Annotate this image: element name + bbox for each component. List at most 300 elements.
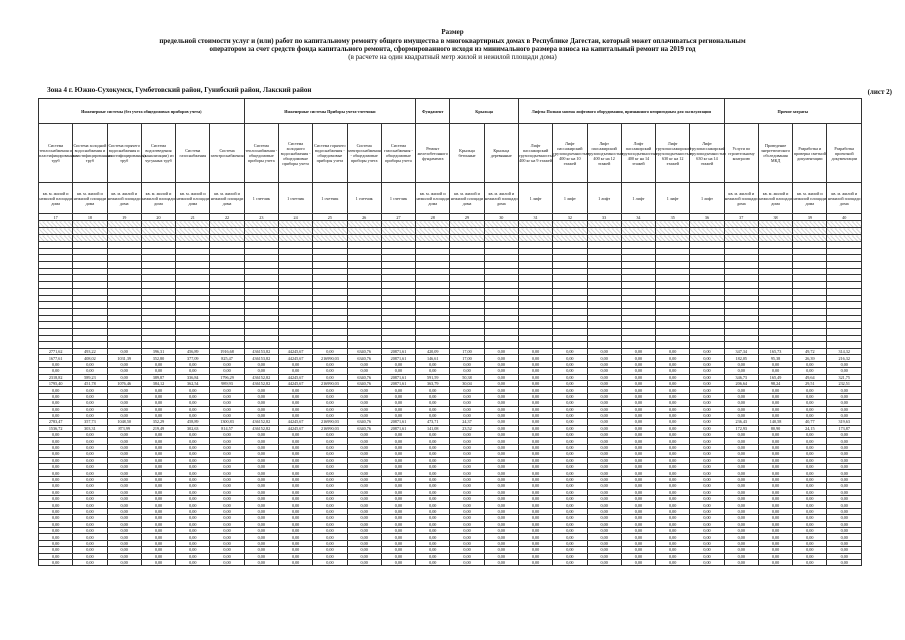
empty-cell [39, 342, 73, 349]
value-cell: 0,00 [690, 349, 724, 355]
value-cell: 0,00 [793, 534, 827, 540]
value-cell: 0,00 [793, 451, 827, 457]
empty-cell [278, 335, 312, 342]
value-cell: 0,00 [621, 438, 655, 444]
value-cell: 0,00 [107, 451, 141, 457]
value-cell: 0,00 [758, 515, 792, 521]
value-cell: 0,00 [484, 432, 518, 438]
empty-cell [278, 242, 312, 249]
value-cell: 0,00 [621, 457, 655, 463]
value-cell: 0,00 [210, 540, 244, 546]
value-cell: 0,00 [827, 400, 862, 406]
value-cell: 232,51 [827, 380, 862, 386]
unit-cell: кв. м. жилой и нежилой площади дома [210, 183, 244, 214]
value-cell: 20871,61 [381, 419, 415, 425]
value-cell: 1300,83 [210, 419, 244, 425]
column-number: 20 [141, 214, 175, 221]
value-cell: 0,00 [244, 534, 278, 540]
value-cell: 0,00 [107, 349, 141, 355]
empty-cell [381, 248, 415, 255]
value-cell: 0,00 [244, 368, 278, 374]
hatched-cell [278, 235, 312, 242]
value-cell: 0,00 [278, 361, 312, 367]
empty-cell [724, 335, 758, 342]
hatched-cell [278, 221, 312, 228]
value-cell: 0,00 [141, 457, 175, 463]
value-cell: 0,00 [347, 489, 381, 495]
group-header-engineering: Инженерные системы (без учета общедомовых приборов учета) [39, 99, 245, 124]
empty-cell [587, 295, 621, 302]
value-cell: 0,00 [107, 540, 141, 546]
value-cell: 0,00 [793, 540, 827, 546]
value-cell: 0,00 [690, 368, 724, 374]
value-cell: 0,00 [73, 444, 107, 450]
empty-cell [210, 308, 244, 315]
value-cell: 0,00 [724, 483, 758, 489]
value-cell: 0,00 [381, 508, 415, 514]
empty-cell [690, 302, 724, 309]
empty-cell [793, 275, 827, 282]
empty-cell [176, 275, 210, 282]
empty-cell [39, 248, 73, 255]
value-cell: 0,00 [518, 464, 552, 470]
value-cell: 0,00 [793, 559, 827, 565]
value-cell: 0,00 [210, 515, 244, 521]
column-number: 27 [381, 214, 415, 221]
value-cell: 0,00 [553, 374, 587, 380]
value-cell: 0,00 [518, 559, 552, 565]
value-cell: 0,00 [724, 451, 758, 457]
value-cell: 0,00 [107, 470, 141, 476]
value-cell: 0,00 [827, 476, 862, 482]
value-cell: 0,00 [621, 368, 655, 374]
empty-cell [176, 342, 210, 349]
empty-cell [793, 288, 827, 295]
value-cell: 0,00 [827, 464, 862, 470]
hatched-row [39, 235, 862, 242]
empty-cell [553, 342, 587, 349]
value-cell: 0,00 [793, 470, 827, 476]
empty-cell [39, 315, 73, 322]
value-cell: 0,00 [210, 387, 244, 393]
value-cell: 0,00 [587, 527, 621, 533]
group-header-meters: Инженерные системы Приборы учета-счетчики [244, 99, 415, 124]
empty-cell [107, 335, 141, 342]
empty-cell [587, 242, 621, 249]
value-cell: 0,00 [724, 553, 758, 559]
value-cell: 0,00 [553, 349, 587, 355]
empty-cell [278, 315, 312, 322]
empty-cell [176, 248, 210, 255]
value-cell: 0,00 [656, 508, 690, 514]
empty-cell [244, 282, 278, 289]
value-cell: 0,00 [587, 349, 621, 355]
hatched-cell [416, 235, 450, 242]
value-cell: 216990,03 [313, 355, 347, 361]
value-cell: 0,00 [587, 521, 621, 527]
empty-cell [381, 275, 415, 282]
value-cell: 182,05 [724, 355, 758, 361]
value-cell: 0,00 [176, 483, 210, 489]
empty-cell [518, 295, 552, 302]
value-cell: 0,00 [107, 438, 141, 444]
empty-cell [107, 248, 141, 255]
value-cell: 0,00 [518, 534, 552, 540]
empty-cell [381, 328, 415, 335]
empty-cell [758, 242, 792, 249]
value-cell: 1796,29 [210, 374, 244, 380]
hatched-cell [73, 228, 107, 235]
value-cell: 0,00 [73, 508, 107, 514]
empty-cell [724, 288, 758, 295]
hatched-cell [553, 235, 587, 242]
value-cell: 0,00 [587, 393, 621, 399]
value-cell: 0,00 [313, 534, 347, 540]
value-cell: 0,00 [278, 489, 312, 495]
value-cell: 0,00 [621, 451, 655, 457]
value-cell: 0,00 [793, 495, 827, 501]
value-cell: 0,00 [107, 508, 141, 514]
empty-cell [141, 242, 175, 249]
empty-cell [381, 288, 415, 295]
value-cell: 0,00 [587, 483, 621, 489]
empty-cell [39, 288, 73, 295]
value-cell: 24,37 [450, 419, 484, 425]
value-cell: 0,00 [724, 476, 758, 482]
value-cell: 0,00 [381, 521, 415, 527]
empty-row [39, 275, 862, 282]
value-cell: 1916,68 [210, 349, 244, 355]
value-cell: 0,00 [347, 515, 381, 521]
value-cell: 165,49 [758, 374, 792, 380]
empty-cell [484, 242, 518, 249]
empty-cell [141, 275, 175, 282]
empty-cell [758, 295, 792, 302]
hatched-cell [39, 221, 73, 228]
value-cell: 0,00 [39, 457, 73, 463]
value-cell: 0,00 [587, 438, 621, 444]
value-cell: 0,00 [553, 432, 587, 438]
hatched-cell [347, 228, 381, 235]
value-cell: 0,00 [210, 432, 244, 438]
empty-cell [587, 282, 621, 289]
value-cell: 0,00 [827, 521, 862, 527]
column-number: 30 [484, 214, 518, 221]
value-cell: 0,00 [450, 368, 484, 374]
empty-cell [210, 295, 244, 302]
value-cell: 0,00 [621, 425, 655, 431]
value-cell: 0,00 [656, 489, 690, 495]
value-cell: 0,00 [278, 393, 312, 399]
value-cell: 0,00 [210, 444, 244, 450]
column-number: 38 [758, 214, 792, 221]
unit-cell: 1 счетчик [244, 183, 278, 214]
unit-cell: 1 лифт [621, 183, 655, 214]
value-cell: 44245,67 [278, 419, 312, 425]
value-cell: 0,00 [656, 553, 690, 559]
value-cell: 26,39 [793, 355, 827, 361]
value-cell: 0,00 [450, 483, 484, 489]
value-cell: 0,00 [724, 489, 758, 495]
value-cell: 40,77 [793, 419, 827, 425]
value-cell: 0,00 [39, 559, 73, 565]
value-cell: 0,00 [518, 355, 552, 361]
value-cell: 0,00 [758, 559, 792, 565]
value-cell: 0,00 [656, 355, 690, 361]
value-cell: 0,00 [484, 438, 518, 444]
value-cell: 0,00 [758, 444, 792, 450]
empty-cell [656, 308, 690, 315]
value-cell: 0,00 [758, 527, 792, 533]
value-cell: 0,00 [313, 540, 347, 546]
value-cell: 6340,76 [347, 380, 381, 386]
value-cell: 0,00 [484, 412, 518, 418]
value-cell: 0,00 [793, 387, 827, 393]
empty-cell [793, 282, 827, 289]
hatched-row [39, 221, 862, 228]
value-cell: 0,00 [278, 502, 312, 508]
empty-cell [484, 275, 518, 282]
value-cell: 0,00 [553, 495, 587, 501]
empty-cell [793, 322, 827, 329]
empty-cell [484, 255, 518, 262]
hatched-cell [347, 221, 381, 228]
value-cell: 0,00 [210, 559, 244, 565]
value-cell: 20871,61 [381, 355, 415, 361]
value-cell: 436153,82 [244, 355, 278, 361]
empty-cell [758, 328, 792, 335]
empty-cell [210, 315, 244, 322]
empty-cell [313, 255, 347, 262]
value-cell: 0,00 [518, 527, 552, 533]
value-cell: 0,00 [416, 527, 450, 533]
empty-cell [141, 288, 175, 295]
value-cell: 0,00 [416, 393, 450, 399]
unit-cell: 1 лифт [553, 183, 587, 214]
value-cell: 0,00 [793, 489, 827, 495]
value-cell: 0,00 [553, 457, 587, 463]
value-cell: 0,00 [793, 521, 827, 527]
value-cell: 0,00 [416, 495, 450, 501]
column-number: 24 [278, 214, 312, 221]
value-cell: 6340,76 [347, 355, 381, 361]
value-cell: 0,00 [724, 406, 758, 412]
empty-cell [656, 268, 690, 275]
value-cell: 0,00 [73, 361, 107, 367]
empty-cell [656, 328, 690, 335]
hatched-cell [381, 221, 415, 228]
empty-cell [518, 262, 552, 269]
empty-cell [347, 242, 381, 249]
hatched-cell [724, 235, 758, 242]
value-cell: 0,00 [107, 521, 141, 527]
value-cell: 0,00 [827, 406, 862, 412]
value-cell: 0,00 [690, 412, 724, 418]
value-cell: 0,00 [484, 457, 518, 463]
value-cell: 0,00 [518, 508, 552, 514]
value-cell: 0,00 [450, 547, 484, 553]
value-cell: 0,00 [244, 483, 278, 489]
value-cell: 0,00 [587, 432, 621, 438]
empty-cell [347, 282, 381, 289]
value-cell: 0,00 [827, 412, 862, 418]
value-cell: 0,00 [313, 400, 347, 406]
empty-cell [793, 308, 827, 315]
value-cell: 0,00 [793, 476, 827, 482]
value-cell: 0,00 [724, 547, 758, 553]
empty-cell [518, 248, 552, 255]
value-cell: 0,00 [381, 476, 415, 482]
value-cell: 0,00 [553, 361, 587, 367]
value-cell: 0,00 [827, 527, 862, 533]
empty-cell [73, 335, 107, 342]
hatched-cell [73, 235, 107, 242]
empty-cell [656, 315, 690, 322]
value-cell: 0,00 [690, 444, 724, 450]
value-cell: 0,00 [381, 483, 415, 489]
value-cell: 216,32 [827, 355, 862, 361]
empty-cell [724, 315, 758, 322]
empty-cell [793, 262, 827, 269]
price-table [38, 98, 862, 566]
empty-cell [39, 255, 73, 262]
empty-cell [587, 342, 621, 349]
value-cell: 0,00 [381, 457, 415, 463]
value-cell: 0,00 [39, 502, 73, 508]
empty-cell [313, 268, 347, 275]
value-cell: 0,00 [587, 502, 621, 508]
empty-cell [313, 335, 347, 342]
value-cell: 0,00 [553, 527, 587, 533]
value-cell: 0,00 [176, 547, 210, 553]
empty-cell [416, 268, 450, 275]
empty-row [39, 342, 862, 349]
value-cell: 0,00 [176, 476, 210, 482]
empty-cell [278, 302, 312, 309]
value-cell: 0,00 [278, 540, 312, 546]
value-cell: 0,00 [621, 387, 655, 393]
value-cell: 0,00 [827, 438, 862, 444]
value-cell: 0,00 [656, 534, 690, 540]
value-cell: 0,00 [39, 470, 73, 476]
empty-cell [347, 262, 381, 269]
value-cell: 493,22 [73, 349, 107, 355]
value-cell: 0,00 [518, 438, 552, 444]
value-cell: 0,00 [656, 387, 690, 393]
value-cell: 0,00 [758, 368, 792, 374]
empty-cell [793, 315, 827, 322]
hatched-cell [758, 235, 792, 242]
value-cell: 0,00 [553, 425, 587, 431]
value-cell: 0,00 [141, 515, 175, 521]
value-cell: 0,00 [621, 361, 655, 367]
value-cell: 0,00 [210, 368, 244, 374]
column-header: Система теплоснабжения - общедомовые приборы учета [244, 124, 278, 183]
value-cell: 0,00 [793, 361, 827, 367]
value-cell: 0,00 [724, 559, 758, 565]
value-cell: 0,00 [758, 432, 792, 438]
value-cell: 0,00 [553, 547, 587, 553]
value-cell: 0,00 [73, 483, 107, 489]
value-cell: 0,00 [141, 527, 175, 533]
hatched-cell [518, 235, 552, 242]
empty-cell [210, 322, 244, 329]
empty-cell [690, 282, 724, 289]
value-cell: 0,00 [107, 412, 141, 418]
hatched-cell [141, 221, 175, 228]
value-cell: 44245,67 [278, 355, 312, 361]
empty-cell [450, 255, 484, 262]
value-cell: 0,00 [73, 515, 107, 521]
empty-cell [450, 275, 484, 282]
value-cell: 0,00 [39, 400, 73, 406]
value-cell: 0,00 [210, 547, 244, 553]
empty-cell [484, 342, 518, 349]
value-cell: 49,72 [793, 349, 827, 355]
empty-cell [141, 315, 175, 322]
value-cell: 1795,40 [39, 380, 73, 386]
empty-cell [827, 288, 862, 295]
value-cell: 0,00 [758, 502, 792, 508]
empty-cell [690, 275, 724, 282]
value-cell: 0,00 [416, 515, 450, 521]
value-cell: 0,00 [39, 553, 73, 559]
value-cell: 0,00 [278, 457, 312, 463]
unit-cell: 1 счетчик [278, 183, 312, 214]
value-cell: 0,00 [656, 547, 690, 553]
value-cell: 0,00 [553, 515, 587, 521]
empty-cell [244, 315, 278, 322]
value-cell: 0,00 [210, 489, 244, 495]
value-cell: 0,00 [176, 412, 210, 418]
hatched-cell [210, 235, 244, 242]
value-cell: 0,00 [347, 432, 381, 438]
value-cell: 0,00 [621, 476, 655, 482]
value-cell: 0,00 [416, 444, 450, 450]
value-cell: 0,00 [244, 400, 278, 406]
value-cell: 0,00 [518, 489, 552, 495]
value-cell: 0,00 [176, 361, 210, 367]
column-number: 29 [450, 214, 484, 221]
value-cell: 0,00 [553, 476, 587, 482]
value-cell: 49,64 [793, 374, 827, 380]
unit-cell: 1 лифт [690, 183, 724, 214]
hatched-cell [313, 228, 347, 235]
column-header: Разработка и проверка сметной документации [793, 124, 827, 183]
value-cell: 0,00 [210, 464, 244, 470]
empty-cell [450, 295, 484, 302]
hatched-cell [141, 228, 175, 235]
empty-row [39, 322, 862, 329]
value-cell: 0,00 [621, 464, 655, 470]
value-cell: 0,00 [278, 406, 312, 412]
value-cell: 0,00 [73, 406, 107, 412]
value-cell: 0,00 [244, 502, 278, 508]
empty-cell [210, 268, 244, 275]
empty-cell [176, 262, 210, 269]
group-header-lifts: Лифты Полная замена лифтового оборудования, признанного непригодным для эксплуатации [518, 99, 724, 124]
hatched-cell [313, 235, 347, 242]
value-cell: 0,00 [484, 534, 518, 540]
value-cell: 0,00 [416, 387, 450, 393]
value-cell: 346,73 [724, 374, 758, 380]
empty-cell [176, 282, 210, 289]
empty-cell [484, 322, 518, 329]
value-cell: 0,00 [278, 387, 312, 393]
value-cell: 0,00 [450, 361, 484, 367]
hatched-cell [450, 228, 484, 235]
value-cell: 0,00 [416, 489, 450, 495]
